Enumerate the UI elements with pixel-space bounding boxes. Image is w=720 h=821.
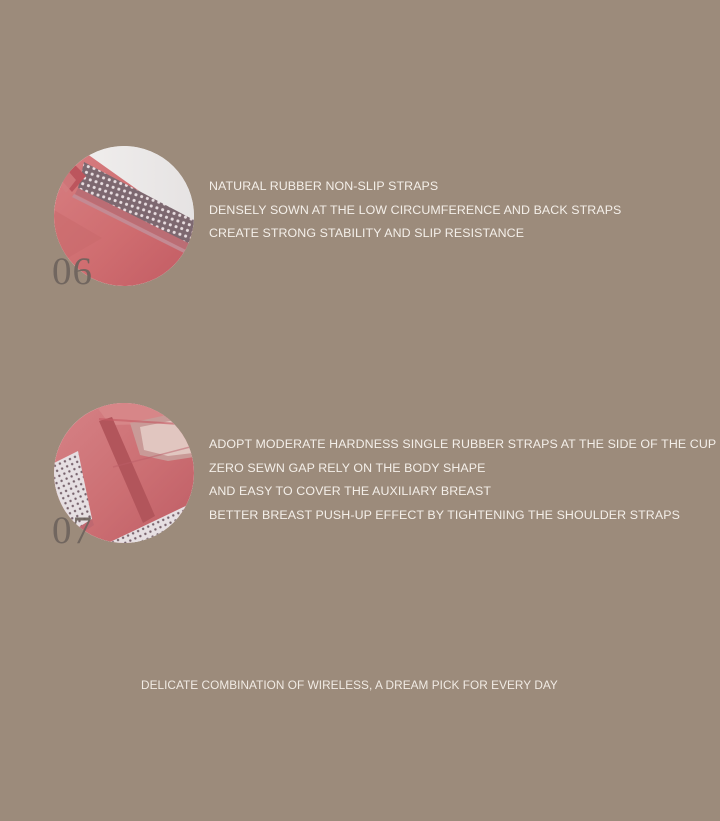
feature-number: 07 [52, 509, 93, 552]
feature-line: NATURAL RUBBER NON-SLIP STRAPS [209, 179, 439, 193]
feature-line: DENSELY SOWN AT THE LOW CIRCUMFERENCE AND BACK STRAPS [209, 202, 622, 217]
feature-line: ADOPT MODERATE HARDNESS SINGLE RUBBER STRAPS AT THE SIDE OF THE CUP [209, 437, 717, 451]
feature-line: ZERO SEWN GAP RELY ON THE BODY SHAPE [209, 460, 486, 475]
feature-line: BETTER BREAST PUSH-UP EFFECT BY TIGHTENING THE SHOULDER STRAPS [209, 507, 680, 522]
feature-description [209, 433, 716, 527]
tagline: DELICATE COMBINATION OF WIRELESS, A DREAM PICK FOR EVERY DAY [141, 678, 558, 692]
feature-number: 06 [52, 250, 93, 293]
feature-line: CREATE STRONG STABILITY AND SLIP RESISTANCE [209, 226, 525, 241]
feature-line: AND EASY TO COVER THE AUXILIARY BREAST [209, 484, 492, 499]
